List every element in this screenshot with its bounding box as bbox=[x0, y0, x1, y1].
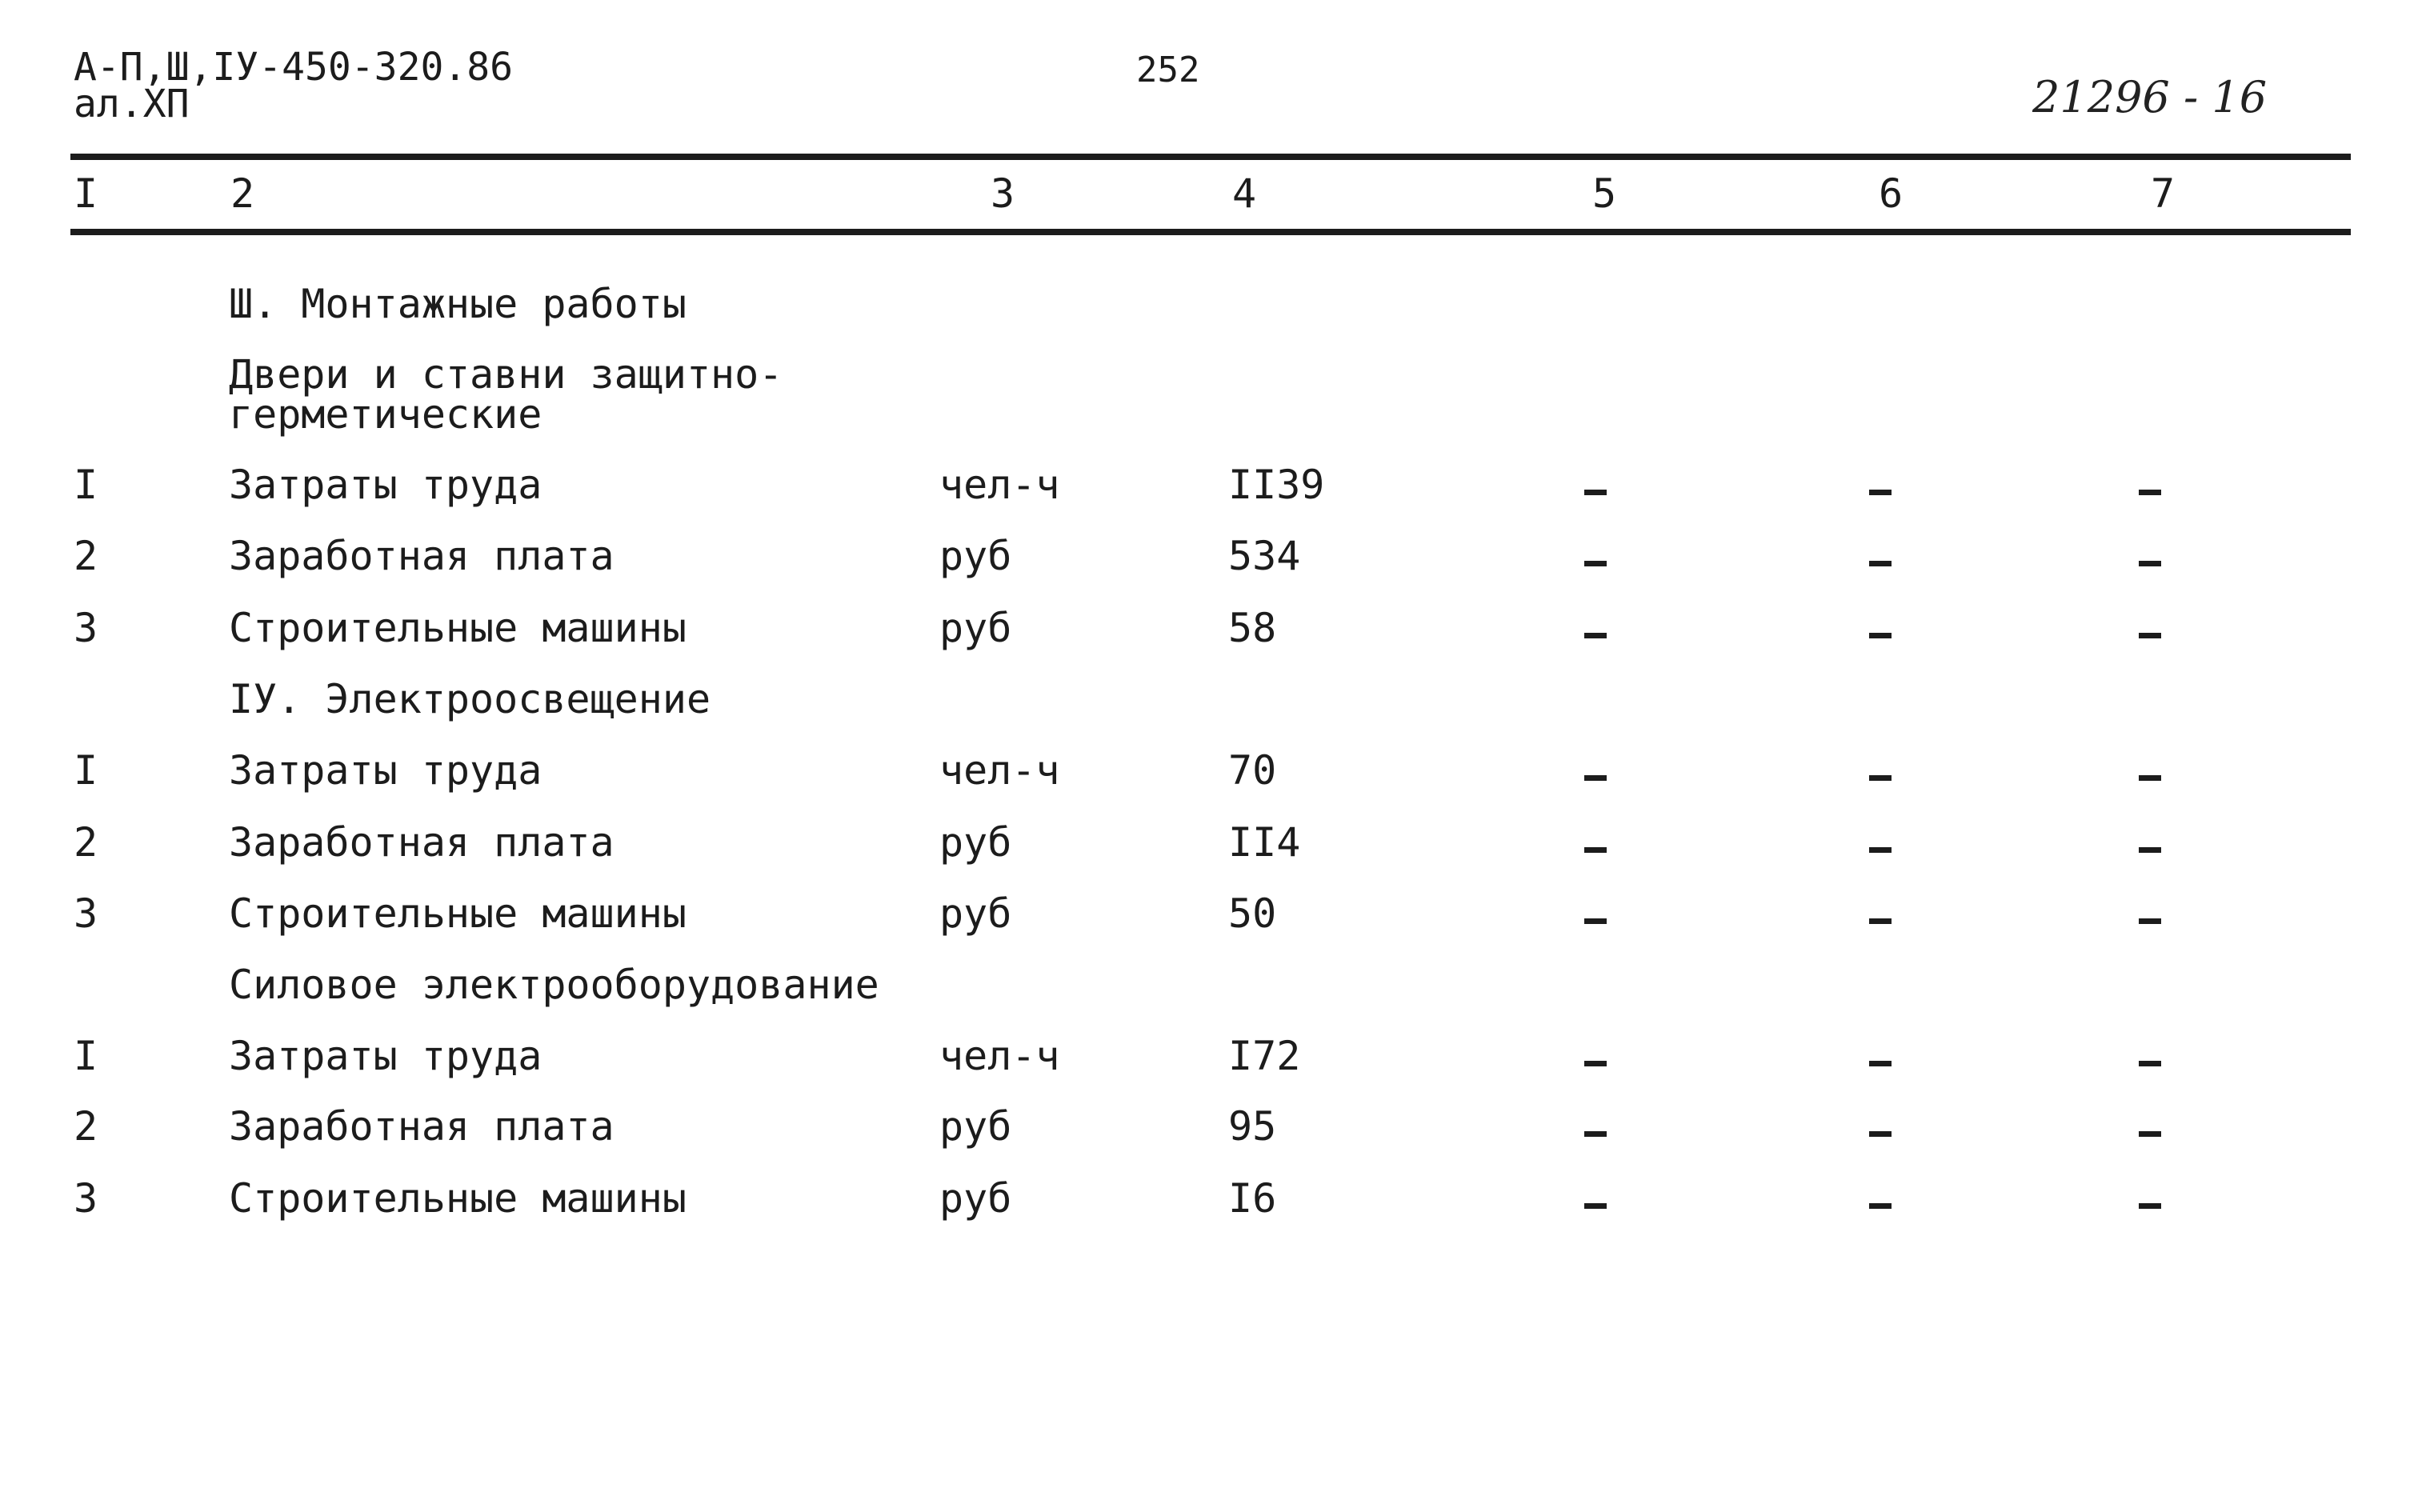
album-number: ал.XП bbox=[74, 82, 190, 126]
row-name: Затраты труда bbox=[229, 747, 542, 794]
row-name: Заработная плата bbox=[229, 533, 615, 579]
column-header-2: 2 bbox=[230, 170, 255, 217]
table-top-rule bbox=[70, 154, 2351, 160]
dash-c6 bbox=[1869, 918, 1892, 924]
dash-c6 bbox=[1869, 847, 1892, 853]
row-number: 2 bbox=[74, 1103, 98, 1150]
row-number: I bbox=[74, 747, 98, 794]
dash-c7 bbox=[2139, 775, 2161, 781]
row-name: Затраты труда bbox=[229, 1033, 542, 1079]
row-number: 3 bbox=[74, 1175, 98, 1222]
column-header-6: 6 bbox=[1879, 170, 1904, 217]
dash-c5 bbox=[1584, 561, 1607, 566]
row-number: I bbox=[74, 1033, 98, 1079]
row-number: I bbox=[74, 462, 98, 508]
row-name: Заработная плата bbox=[229, 1103, 615, 1150]
dash-c7 bbox=[2139, 1131, 2161, 1137]
page-number: 252 bbox=[1136, 50, 1200, 90]
dash-c5 bbox=[1584, 1131, 1607, 1137]
row-unit: чел-ч bbox=[939, 1033, 1060, 1079]
column-header-7: 7 bbox=[2151, 170, 2176, 217]
dash-c6 bbox=[1869, 1131, 1892, 1137]
row-name: Затраты труда bbox=[229, 462, 542, 508]
row-name: Строительные машины bbox=[229, 890, 687, 937]
section-title: IУ. Электроосвещение bbox=[229, 676, 711, 722]
row-name: Строительные машины bbox=[229, 1175, 687, 1222]
dash-c7 bbox=[2139, 918, 2161, 924]
row-value: 95 bbox=[1228, 1103, 1277, 1150]
dash-c6 bbox=[1869, 1203, 1892, 1209]
dash-c5 bbox=[1584, 633, 1607, 638]
dash-c7 bbox=[2139, 1061, 2161, 1066]
row-unit: руб bbox=[939, 605, 1012, 651]
row-unit: руб bbox=[939, 1103, 1012, 1150]
row-unit: руб bbox=[939, 533, 1012, 579]
dash-c7 bbox=[2139, 561, 2161, 566]
row-value: I72 bbox=[1228, 1033, 1301, 1079]
row-value: 534 bbox=[1228, 533, 1301, 579]
dash-c7 bbox=[2139, 1203, 2161, 1209]
dash-c7 bbox=[2139, 633, 2161, 638]
row-value: II39 bbox=[1228, 462, 1325, 508]
dash-c6 bbox=[1869, 633, 1892, 638]
dash-c6 bbox=[1869, 561, 1892, 566]
row-value: 58 bbox=[1228, 605, 1277, 651]
row-value: I6 bbox=[1228, 1175, 1277, 1222]
row-unit: руб bbox=[939, 819, 1012, 866]
row-unit: чел-ч bbox=[939, 747, 1060, 794]
dash-c5 bbox=[1584, 490, 1607, 495]
column-header-1: I bbox=[74, 170, 98, 217]
dash-c5 bbox=[1584, 775, 1607, 781]
row-number: 3 bbox=[74, 890, 98, 937]
section-title: Силовое электрооборудование bbox=[229, 962, 879, 1008]
column-header-3: 3 bbox=[991, 170, 1015, 217]
dash-c6 bbox=[1869, 1061, 1892, 1066]
row-name: Строительные машины bbox=[229, 605, 687, 651]
section-title: Ш. Монтажные работы bbox=[229, 281, 687, 327]
row-value: 70 bbox=[1228, 747, 1277, 794]
row-name: Заработная плата bbox=[229, 819, 615, 866]
row-number: 2 bbox=[74, 819, 98, 866]
dash-c5 bbox=[1584, 1203, 1607, 1209]
row-value: II4 bbox=[1228, 819, 1301, 866]
dash-c6 bbox=[1869, 775, 1892, 781]
document-code: А-П,Ш,IУ-450-320.86 bbox=[74, 45, 514, 90]
dash-c7 bbox=[2139, 847, 2161, 853]
row-number: 3 bbox=[74, 605, 98, 651]
dash-c5 bbox=[1584, 918, 1607, 924]
column-header-4: 4 bbox=[1232, 170, 1257, 217]
dash-c7 bbox=[2139, 490, 2161, 495]
column-header-5: 5 bbox=[1592, 170, 1617, 217]
dash-c5 bbox=[1584, 1061, 1607, 1066]
row-unit: руб bbox=[939, 1175, 1012, 1222]
section-title: герметические bbox=[229, 391, 542, 438]
table-header-rule bbox=[70, 229, 2351, 235]
row-number: 2 bbox=[74, 533, 98, 579]
dash-c6 bbox=[1869, 490, 1892, 495]
dash-c5 bbox=[1584, 847, 1607, 853]
row-unit: чел-ч bbox=[939, 462, 1060, 508]
row-unit: руб bbox=[939, 890, 1012, 937]
section-title: Двери и ставни защитно- bbox=[229, 351, 783, 398]
row-value: 50 bbox=[1228, 890, 1277, 937]
document-number: 21296 - 16 bbox=[2032, 72, 2268, 122]
